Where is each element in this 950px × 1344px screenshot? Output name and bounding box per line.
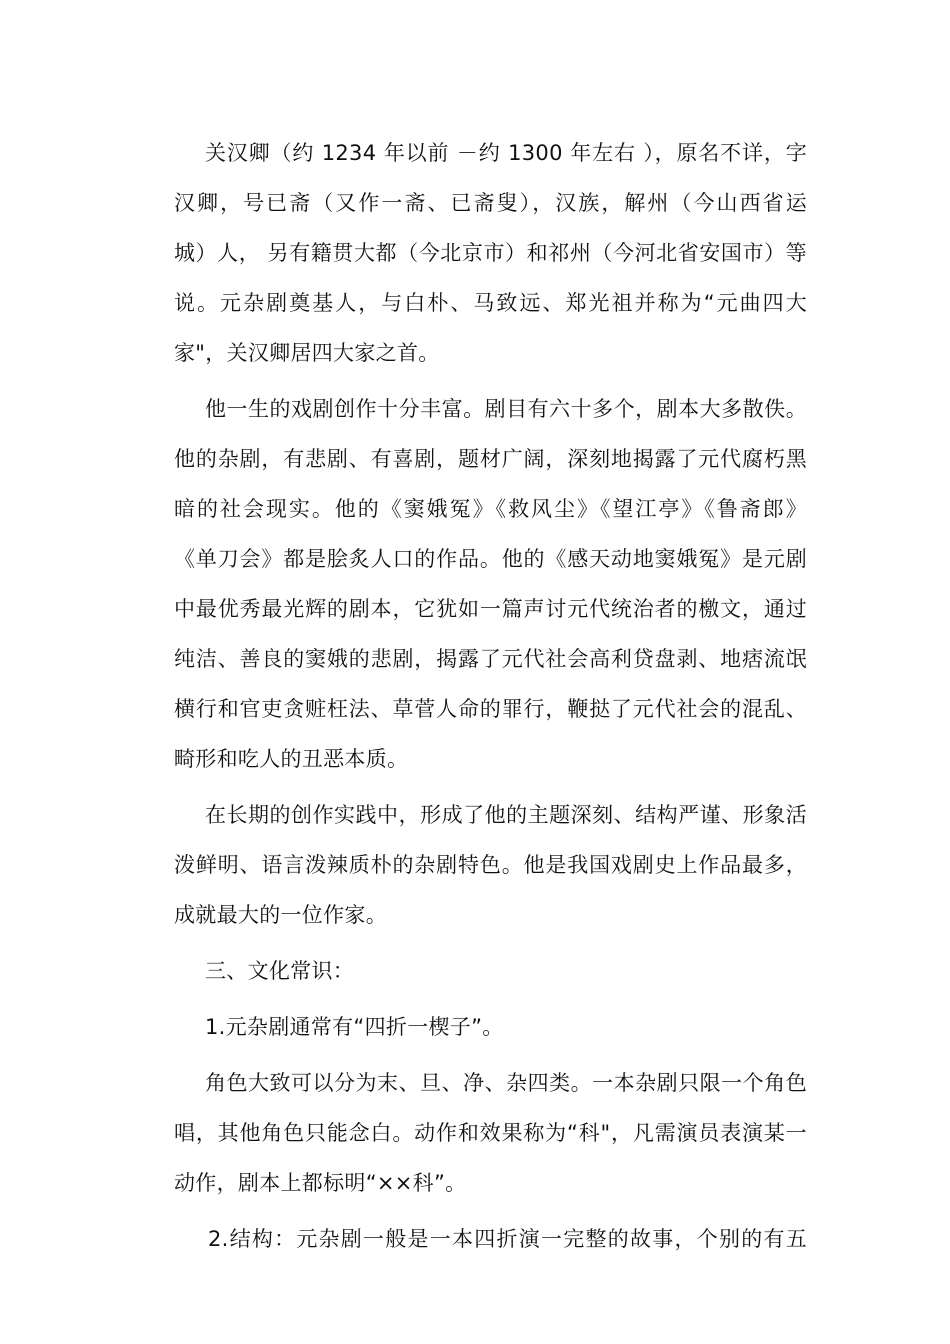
text-line: 横行和官吏贪赃枉法、草菅人命的罪行，鞭挞了元代社会的混乱、 [174,697,807,721]
text-line: 汉卿，号已斋（又作一斋、已斋叟），汉族，解州（今山西省运 [174,191,807,215]
text-line: 泼鲜明、语言泼辣质朴的杂剧特色。他是我国戏剧史上作品最多， [174,853,807,877]
paragraph-drama-works [143,384,807,784]
text-line: 唱，其他角色只能念白。动作和效果称为“科"，凡需演员表演某一 [174,1121,807,1145]
text-line: 在长期的创作实践中，形成了他的主题深刻、结构严谨、形象活 [205,803,807,827]
text-line: 三、文化常识： [205,959,355,983]
text-line: 暗的社会现实。他的《窦娥冤》《救风尘》《望江亭》《鲁斋郎》 [174,497,807,521]
paragraph-roles [143,1058,807,1208]
text-line: 2.结构：元杂剧一般是一本四折演一完整的故事，个别的有五 [208,1227,807,1251]
text-line: 1.元杂剧通常有“四折一楔子”。 [205,1015,504,1039]
paragraph-guan-hanqing-intro [143,128,807,378]
text-line: 畸形和吃人的丑恶本质。 [174,747,409,771]
text-line: 成就最大的一位作家。 [174,903,387,927]
text-line: 中最优秀最光辉的剧本，它犹如一篇声讨元代统治者的檄文，通过 [174,597,807,621]
paragraph-structure [143,1214,807,1264]
text-line: 他的杂剧，有悲剧、有喜剧，题材广阔，深刻地揭露了元代腐朽黑 [174,447,807,471]
text-line: 动作，剧本上都标明“××科”。 [174,1171,467,1195]
text-line: 角色大致可以分为末、旦、净、杂四类。一本杂剧只限一个角色 [205,1071,807,1095]
text-line: 纯洁、善良的窦娥的悲剧，揭露了元代社会高利贷盘剥、地痞流氓 [174,647,807,671]
text-line: 《单刀会》都是脍炙人口的作品。他的《感天动地窦娥冤》是元剧 [174,547,807,571]
document-body [143,128,807,1270]
paragraph-style-features [143,790,807,940]
text-line: 家"，关汉卿居四大家之首。 [174,341,440,365]
text-line: 关汉卿（约 1234 年以前 －约 1300 年左右 ），原名不详，字 [205,141,807,165]
section-heading-cultural-knowledge [143,946,807,996]
text-line: 城）人， 另有籍贯大都（今北京市）和祁州（今河北省安国市）等 [174,241,807,265]
text-line: 他一生的戏剧创作十分丰富。剧目有六十多个，剧本大多散佚。 [205,397,807,421]
paragraph-four-acts [143,1002,807,1052]
text-line: 说。元杂剧奠基人，与白朴、马致远、郑光祖并称为“元曲四大 [174,291,807,315]
